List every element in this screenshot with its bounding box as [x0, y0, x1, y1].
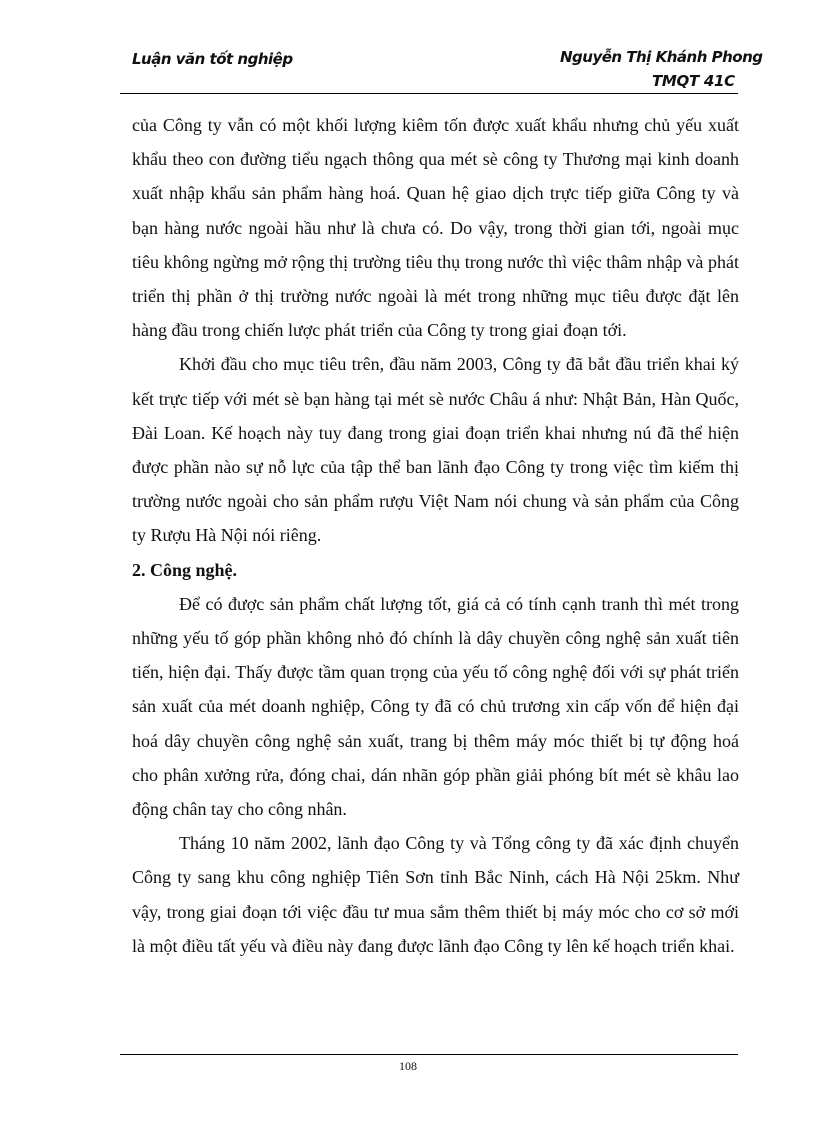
paragraph-technology: Để có được sản phẩm chất lượng tốt, giá cả có tính cạnh tranh thì mét trong những yếu tố góp phần không nhỏ đó chính là dây chuyền công nghệ sản xuất tiên tiến, hiện đại. Thấy được tầm quan trọng của yếu tố công nghệ đối với sự phát triển sản xuất của mét doanh nghiệp, Công ty đã có chủ trương xin cấp vốn để hiện đại hoá dây chuyền công nghệ sản xuất, trang bị thêm máy móc thiết bị tự động hoá cho phân xưởng rửa, đóng chai, dán nhãn góp phần giải phóng bít mét sè khâu lao động chân tay cho công nhân. [132, 593, 739, 820]
section-heading-technology: 2. Công nghệ. [132, 559, 238, 580]
page-body [132, 108, 739, 963]
footer-divider [120, 1054, 738, 1055]
header-class-code: TMQT 41C [652, 72, 735, 90]
paragraph-relocation: Tháng 10 năm 2002, lãnh đạo Công ty và Tổng công ty đã xác định chuyển Công ty sang khu công nghiệp Tiên Sơn tỉnh Bắc Ninh, cách Hà Nội 25km. Như vậy, trong giai đoạn tới việc đầu tư mua sắm thêm thiết bị máy móc cho cơ sở mới là một điều tất yếu và điều này đang được lãnh đạo Công ty lên kế hoạch triển khai. [132, 833, 739, 956]
header-divider [120, 93, 738, 94]
page-number: 108 [399, 1059, 417, 1073]
header-author-name: Nguyễn Thị Khánh Phong [560, 48, 763, 66]
paragraph-export-start: Khởi đầu cho mục tiêu trên, đầu năm 2003, Công ty đã bắt đầu triển khai ký kết trực tiếp với mét sè bạn hàng tại mét sè nước Châu á như: Nhật Bản, Hàn Quốc, Đài Loan. Kế hoạch này tuy đang trong giai đoạn triển khai nhưng nú đã thể hiện được phần nào sự nỗ lực của tập thể ban lãnh đạo Công ty trong việc tìm kiếm thị trường nước ngoài cho sản phẩm rượu Việt Nam nói chung và sản phẩm của Công ty Rượu Hà Nội nói riêng. [132, 354, 739, 546]
paragraph-continuation: của Công ty vẫn có một khối lượng kiêm tốn được xuất khẩu nhưng chủ yếu xuất khẩu theo con đường tiểu ngạch thông qua mét sè công ty Thương mại kinh doanh xuất nhập khẩu sản phẩm hàng hoá. Quan hệ giao dịch trực tiếp giữa Công ty và bạn hàng nước ngoài hầu như là chưa có. Do vậy, trong thời gian tới, ngoài mục tiêu không ngừng mở rộng thị trường tiêu thụ trong nước thì việc thâm nhập và phát triển thị phần ở thị trường nước ngoài là mét trong những mục tiêu được đặt lên hàng đầu trong chiến lược phát triển của Công ty trong giai đoạn tới. [132, 115, 739, 341]
header-thesis-label: Luận văn tốt nghiệp [132, 50, 293, 68]
